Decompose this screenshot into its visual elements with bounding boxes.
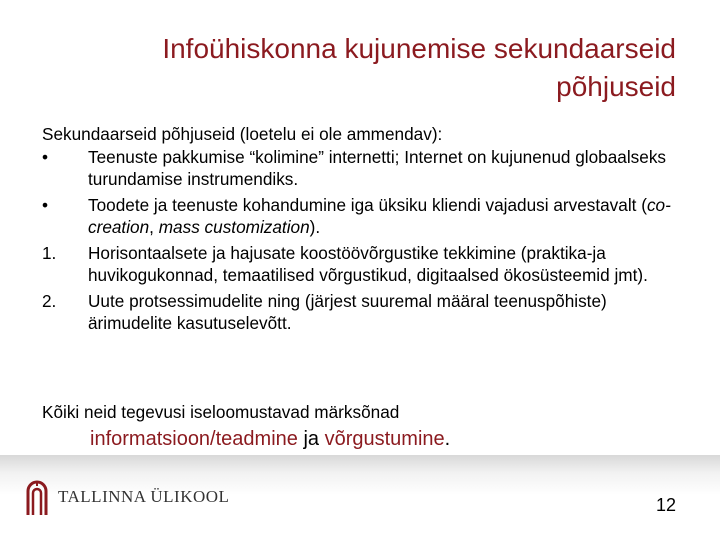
intro-text: Sekundaarseid põhjuseid (loetelu ei ole ammendav): [42,124,443,144]
bullet-marker: • [42,147,49,167]
slide-title: Infoühiskonna kujunemise sekundaarseid põhjuseid [162,33,676,102]
list-item-text-mid: , [149,217,159,237]
university-logo [24,477,229,517]
list-item-text: Horisontaalsete ja hajusate koostöövõrgustike tekkimine (praktika-ja huvikogukonnad, temaatilised võrgustikud, digitaalsed ökosüsteemid jmt). [88,243,648,285]
number-marker: 1. [42,243,57,263]
list-item-text: Uute protsessimudelite ning (järjest suuremal määral teenuspõhiste) ärimudelite kasutuselevõtt. [88,291,607,333]
term-mass-customization: mass customization [158,217,310,237]
list-item [42,242,682,286]
summary-text [42,401,682,423]
university-emblem-icon [24,477,50,517]
keyword-information: informatsioon/teadmine [90,428,298,450]
university-name: TALLINNA ÜLIKOOL [58,487,230,506]
summary-line: Kõiki neid tegevusi iseloomustavad märksõnad [42,402,400,422]
number-marker: 2. [42,291,57,311]
keyword-period: . [444,428,451,450]
summary-keywords [90,425,450,453]
reason-list [42,146,682,334]
term-co-creation: co-creation [88,195,671,237]
keyword-connector: ja [297,428,325,450]
keyword-networking: võrgustumine [324,428,445,450]
list-item [42,194,682,238]
list-item-text: Teenuste pakkumise “kolimine” internetti; Internet on kujunenud globaalseks turundamise instrumendiks. [88,147,667,189]
list-item-text-end: ). [309,217,321,237]
slide-body [42,123,682,338]
page-number: 12 [655,495,676,515]
bullet-marker: • [42,195,49,215]
list-item-text: Toodete ja teenuste kohandumine iga üksiku kliendi vajadusi arvestavalt ( [88,195,647,215]
list-item [42,290,682,334]
list-item [42,146,682,190]
